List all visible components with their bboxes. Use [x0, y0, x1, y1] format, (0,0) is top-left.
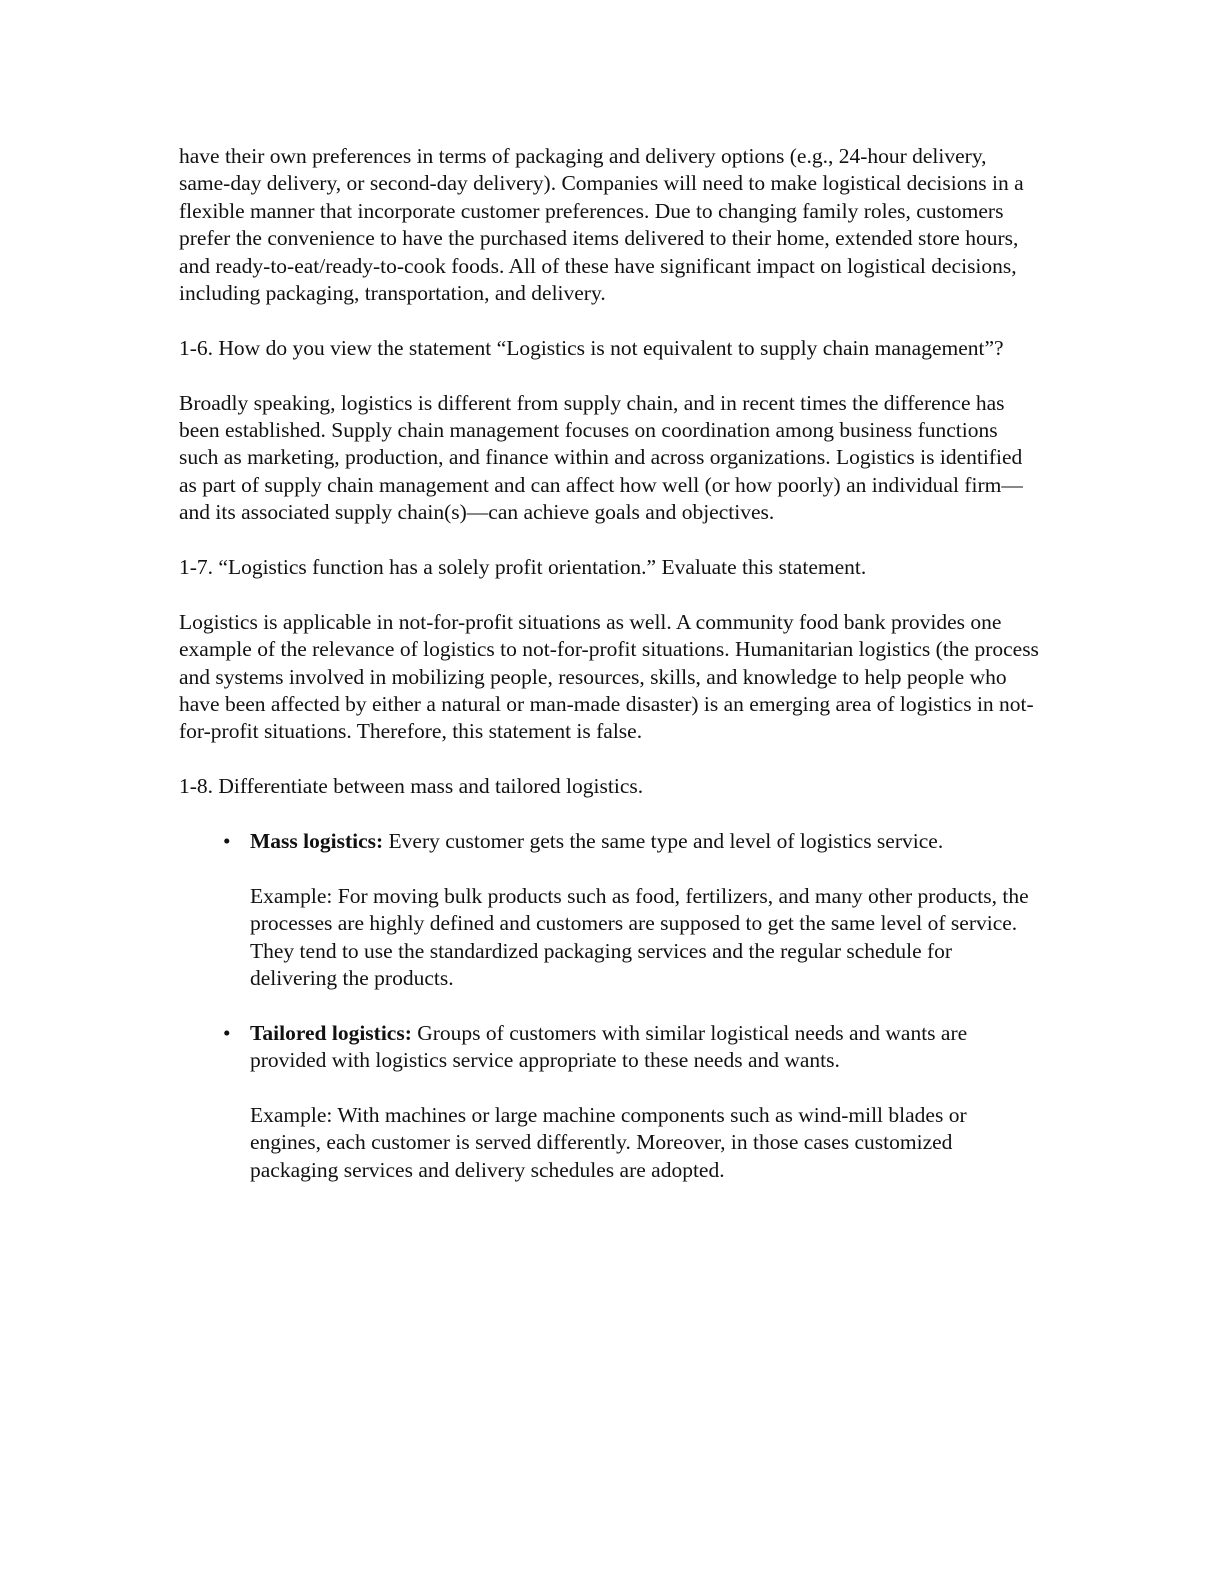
logistics-types-list	[179, 828, 1039, 1184]
question-1-8: 1-8. Differentiate between mass and tailored logistics.	[179, 774, 644, 799]
list-item-tailored-logistics	[179, 1020, 1039, 1184]
question-1-6: 1-6. How do you view the statement “Logistics is not equivalent to supply chain management”?	[179, 335, 1004, 360]
answer-1-7: Logistics is applicable in not-for-profit situations as well. A community food bank provides one example of the relevance of logistics to not-for-profit situations. Humanitarian logistics (the process and systems involved in mobilizing people, resources, skills, and knowledge to help people who have been affected by either a natural or man-made disaster) is an emerging area of logistics in not-for-profit situations. Therefore, this statement is false.	[179, 609, 1039, 744]
term-tailored-logistics: Tailored logistics:	[250, 1020, 412, 1045]
paragraph-customer-preferences: have their own preferences in terms of packaging and delivery options (e.g., 24-hour delivery, same-day delivery, or second-day delivery). Companies will need to make logistical decisions in a flexible manner that incorporate customer preferences. Due to changing family roles, customers prefer the convenience to have the purchased items delivered to their home, extended store hours, and ready-to-eat/ready-to-cook foods. All of these have significant impact on logistical decisions, including packaging, transportation, and delivery.	[179, 144, 1024, 306]
document-page	[179, 143, 1039, 1212]
term-mass-logistics: Mass logistics:	[250, 829, 384, 854]
tailored-logistics-text: Groups of customers with similar logistical needs and wants are provided with logistics service appropriate to these needs and wants.	[250, 1020, 968, 1073]
answer-1-6: Broadly speaking, logistics is different from supply chain, and in recent times the difference has been established. Supply chain management focuses on coordination among business functions such as marketing, production, and finance within and across organizations. Logistics is identified as part of supply chain management and can affect how well (or how poorly) an individual firm—and its associated supply chain(s)—can achieve goals and objectives.	[179, 390, 1023, 525]
mass-logistics-text: Every customer gets the same type and level of logistics service.	[383, 829, 944, 854]
mass-logistics-example: Example: For moving bulk products such as food, fertilizers, and many other products, the processes are highly defined and customers are supposed to get the same level of service. They tend to use the standardized packaging services and the regular schedule for delivering the products.	[250, 883, 1029, 991]
bullet-icon: •	[223, 829, 231, 854]
tailored-logistics-definition	[250, 1020, 1039, 1075]
tailored-logistics-example: Example: With machines or large machine components such as wind-mill blades or engines, each customer is served differently. Moreover, in those cases customized packaging services and delivery schedules are adopted.	[250, 1103, 967, 1182]
mass-logistics-definition	[250, 828, 1039, 855]
bullet-icon: •	[223, 1020, 231, 1045]
list-item-mass-logistics	[179, 828, 1039, 992]
question-1-7: 1-7. “Logistics function has a solely profit orientation.” Evaluate this statement.	[179, 555, 867, 580]
